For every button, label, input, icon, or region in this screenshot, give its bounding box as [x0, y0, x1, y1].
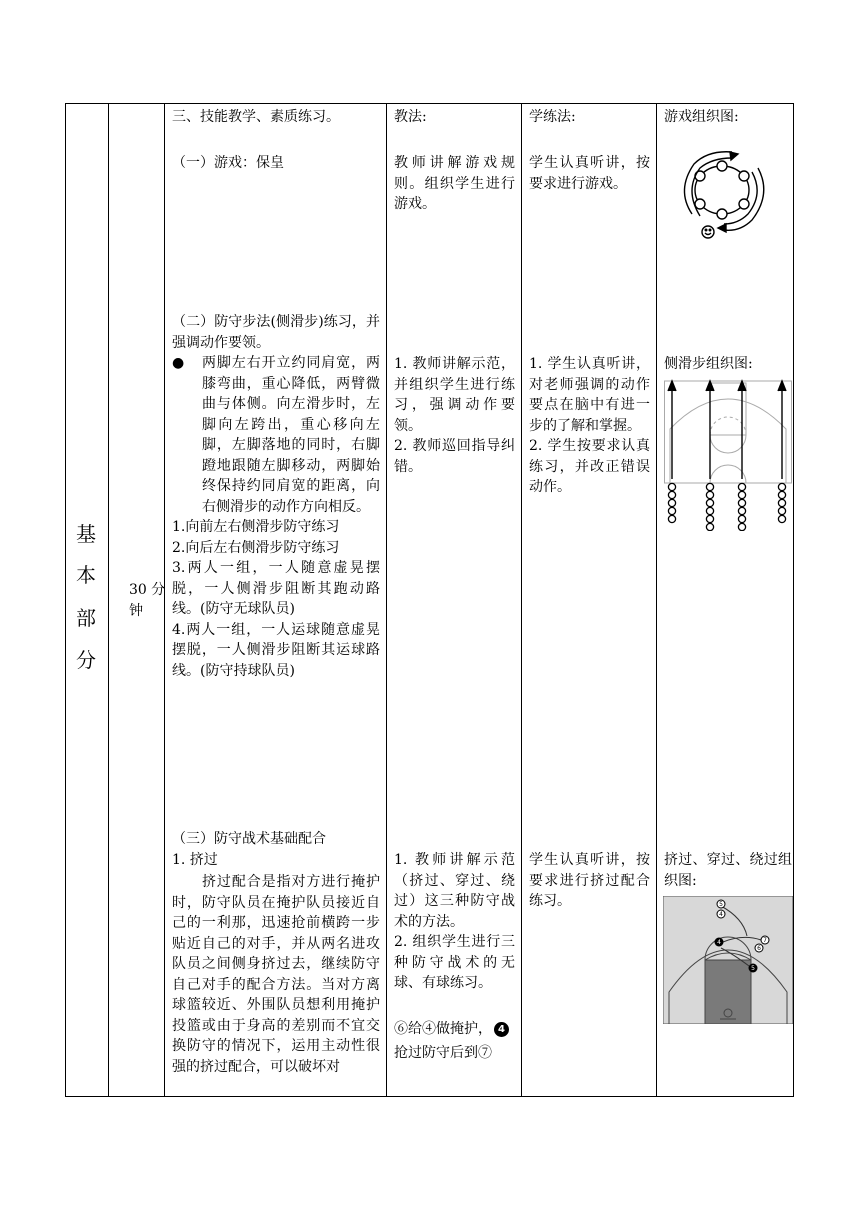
slide-step-diagram	[664, 379, 792, 531]
column-divider	[386, 104, 387, 1096]
lesson-plan-table: 基 本 部 分 30 分 钟 三、技能教学、素质练习。 （一）游戏：保皇 （二）防守步法(侧滑步)练习，并强调动作要领。 ● 两脚左右开立约同肩宽，两膝弯曲，重心降低，两臂微曲与体侧。向左滑步时，左脚向左跨出，重心移向左脚，左脚落地的同时，右脚蹬地跟随左脚移动，两脚始终保持约同肩宽的距离，向右侧滑步的动作方向相反。 1.向前左右侧滑步防守练习 2.向后左右侧滑步防守练习 3.两人一组，一人随意虚晃摆脱，一人侧滑步阻断其跑动路线。(防守无球队员) 4.两人一组，一人运球随意虚晃摆脱，一人侧滑步阻断其运球路线。(防守持球队员) （三）防守战术基础配合 1. 挤过 挤过配合是指对方进行掩护时，防守队员在掩护队员接近自己的一利那，迅速抢前横跨一步贴近自己的对手，并从两名进攻队员之间侧身挤过去，继续防守自己对手的配合方法。当对方离球篮较近、外围队员想利用掩护投篮或由于身高的差别而不宜交换防守的情况下，运用主动性很强的挤过配合，可以破坏对 教法: 教师讲解游戏规则。组织学生进行游戏。 1. 教师讲解示范，并组织学生进行练习，强调动作要领。 2. 教师巡回指导纠错。 1. 教师讲解示范（挤过、穿过、绕过）这三种防守战术的方法。 2. 组织学生进行三种防守战术的无球、有球练习。 ⑥给④做掩护， 4 抢过防守后到⑦ 学练法: 学生认真听讲，按要求进行游戏。 1. 学生认真听讲，对老师强调的动作要点在脑中有进一步的了解和掌握。 2. 学生按要求认真练习，并改正错误动作。 学生认真听讲，按要求进行挤过配合练习。 游戏组织图: 侧滑步组织图: 挤过、穿过、绕过组织图: 5 4 7 6 4 5	[65, 103, 794, 1097]
player-marker	[738, 499, 745, 506]
player-marker	[706, 515, 713, 522]
player-marker	[668, 499, 675, 506]
defense-title: （二）防守步法(侧滑步)练习，并强调动作要领。	[172, 314, 380, 351]
player-marker	[738, 507, 745, 514]
teaching-game: 教师讲解游戏规则。组织学生进行游戏。	[394, 155, 515, 212]
player-marker	[706, 483, 713, 490]
court-player-label: 4	[719, 911, 723, 918]
player-marker	[706, 507, 713, 514]
tactics-title: （三）防守战术基础配合	[172, 831, 326, 847]
player-marker	[668, 515, 675, 522]
tactics-diagram-title: 挤过、穿过、绕过组织图:	[664, 852, 792, 889]
drill-item: 1.向前左右侧滑步防守练习	[172, 519, 340, 535]
court-player-label: 5	[751, 965, 755, 972]
player-4-badge: 4	[494, 1022, 509, 1037]
game-circle-diagram	[674, 144, 774, 244]
teaching-tactics: 1. 教师讲解示范（挤过、穿过、绕过）这三种防守战术的方法。 2. 组织学生进行三种防守战术的无球、有球练习。	[394, 852, 515, 991]
player-marker	[778, 499, 785, 506]
court-tactics-diagram	[663, 896, 793, 1024]
column-divider	[656, 104, 657, 1096]
court-player-label: 5	[719, 901, 723, 908]
teaching-example: ⑥给④做掩护， 4 抢过防守后到⑦	[394, 1017, 519, 1065]
learning-slide: 1. 学生认真听讲，对老师强调的动作要点在脑中有进一步的了解和掌握。 2. 学生按要求认真练习，并改正错误动作。	[529, 356, 650, 495]
squeeze-text: 挤过配合是指对方进行掩护时，防守队员在掩护队员接近自己的一利那，迅速抢前横跨一步贴近自己的对手，并从两名进攻队员之间侧身挤过去，继续防守自己对手的配合方法。当对方离球篮较近、外围队员想利用掩护投篮或由于身高的差别而不宜交换防守的情况下，运用主动性很强的挤过配合，可以破坏对	[172, 874, 380, 1075]
bullet-icon: ●	[172, 355, 185, 371]
bullet-text: 两脚左右开立约同肩宽，两膝弯曲，重心降低，两臂微曲与体侧。向左滑步时，左脚向左跨出，重心移向左脚，左脚落地的同时，右脚蹬地跟随左脚移动，两脚始终保持约同肩宽的距离，向右侧滑步的动作方向相反。	[202, 355, 380, 515]
defense-details	[172, 353, 380, 681]
squeeze-title: 1. 挤过	[172, 852, 218, 868]
duration: 30 分 钟	[129, 582, 166, 619]
slide-diagram-title: 侧滑步组织图:	[664, 356, 753, 372]
drill-item: 3.两人一组，一人随意虚晃摆脱，一人侧滑步阻断其跑动路线。(防守无球队员)	[172, 560, 380, 617]
learning-tactics: 学生认真听讲，按要求进行挤过配合练习。	[529, 852, 650, 909]
game-diagram-title: 游戏组织图:	[664, 109, 739, 125]
player-marker	[738, 483, 745, 490]
player-marker	[668, 491, 675, 498]
game-title: （一）游戏：保皇	[172, 155, 284, 171]
column-divider	[108, 104, 109, 1096]
court-player-label: 7	[763, 937, 767, 944]
player-marker	[778, 515, 785, 522]
player-marker	[706, 523, 713, 530]
court-player-label: 4	[717, 939, 721, 946]
player-marker	[706, 499, 713, 506]
teaching-header: 教法:	[394, 109, 427, 125]
column-divider	[164, 104, 165, 1096]
player-marker	[738, 515, 745, 522]
player-marker	[738, 523, 745, 530]
learning-header: 学练法:	[529, 109, 576, 125]
learning-game: 学生认真听讲，按要求进行游戏。	[529, 155, 650, 192]
court-player-label: 6	[757, 945, 761, 952]
teaching-slide: 1. 教师讲解示范，并组织学生进行练习，强调动作要领。 2. 教师巡回指导纠错。	[394, 356, 515, 475]
player-marker	[738, 491, 745, 498]
player-marker	[668, 483, 675, 490]
content-heading: 三、技能教学、素质练习。	[172, 109, 340, 125]
player-marker	[706, 491, 713, 498]
player-marker	[668, 507, 675, 514]
drill-item: 2.向后左右侧滑步防守练习	[172, 539, 340, 556]
player-marker	[778, 483, 785, 490]
drill-item: 4.两人一组，一人运球随意虚晃摆脱，一人侧滑步阻断其运球路线。(防守持球队员)	[172, 621, 380, 679]
column-divider	[521, 104, 522, 1096]
player-marker	[778, 491, 785, 498]
player-marker	[778, 507, 785, 514]
